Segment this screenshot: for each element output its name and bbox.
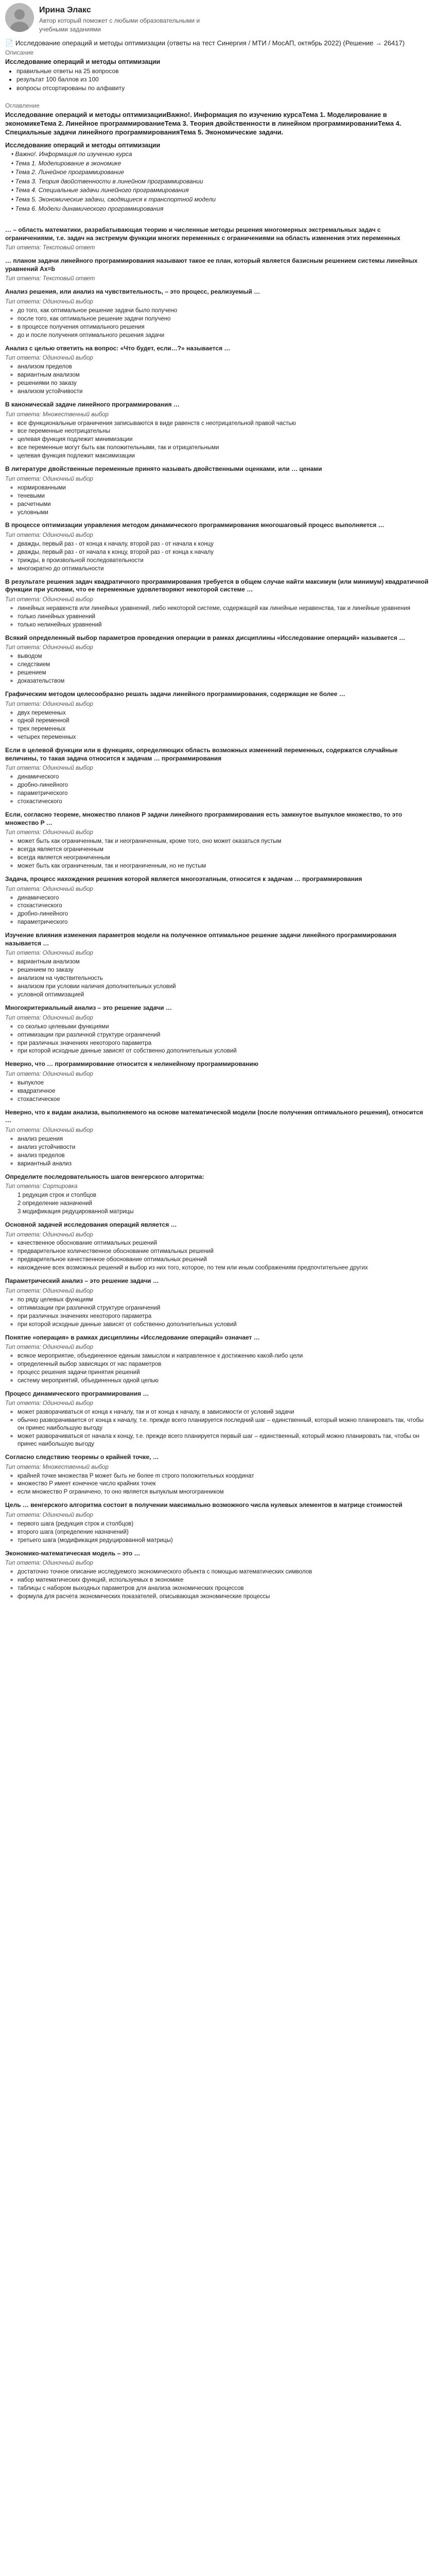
question-block <box>5 1390 431 1448</box>
answer-options <box>5 958 431 999</box>
question-type: Тип ответа: Одиночный выбор <box>5 1344 93 1351</box>
answer-option[interactable]: ◦ только линейных уравнений <box>18 613 431 621</box>
question-type: Тип ответа: Одиночный выбор <box>5 829 93 836</box>
toc-item[interactable]: • Тема 6. Модели динамического программирования <box>11 205 431 213</box>
answer-option[interactable]: ◦ анализом пределов <box>18 363 431 371</box>
question-block <box>5 578 431 629</box>
question-text: Изучение влияния изменения параметров модели на полученное оптимальное решение задачи линейного программирования называется … <box>5 931 397 947</box>
question-text: Если в целевой функции или в функциях, определяющих область возможных изменений переменных, содержатся случайные величины, то такая задача относится к задачам … программирования <box>5 747 398 762</box>
toc-label: Оглавление <box>5 101 40 109</box>
answer-option[interactable]: ◦ формула для расчета экономических показателей, описывающая экономические процессы <box>18 1593 431 1601</box>
answer-option[interactable]: ◦ доказательством <box>18 677 431 685</box>
answer-options <box>5 1240 431 1272</box>
answer-option[interactable]: ◦ до и после получения оптимального решения задачи <box>18 332 431 340</box>
answer-option[interactable]: ◦ трижды, в произвольной последовательности <box>18 557 431 565</box>
question-block <box>5 634 431 685</box>
answer-option[interactable]: ◦ при различных значениях некоторого параметра <box>18 1040 431 1047</box>
answer-option[interactable]: ◦ определенный выбор зависящих от нас параметров <box>18 1361 431 1368</box>
question-type: Тип ответа: Одиночный выбор <box>5 645 93 651</box>
answer-option[interactable]: ◦ достаточно точное описание исследуемого экономического объекта с помощью математических символов <box>18 1568 431 1576</box>
answer-option[interactable]: ◦ теневыми <box>18 493 431 500</box>
answer-option[interactable]: ◦ анализ пределов <box>18 1152 431 1160</box>
answer-option[interactable]: ◦ динамического <box>18 894 431 902</box>
answer-option[interactable]: ◦ целевая функция подлежит максимизации <box>18 452 431 460</box>
question-type: Тип ответа: Одиночный выбор <box>5 1127 93 1133</box>
question-block <box>5 690 431 741</box>
answer-option[interactable]: ◦ всегда является неограниченным <box>18 854 431 862</box>
question-type: Тип ответа: Одиночный выбор <box>5 596 93 603</box>
question-text: … – область математики, разрабатывающая теорию и численные методы решения многомерных экстремальных задач с ограничениями, т.е. задач на экстремум функции многих переменных с ограничениями на область изменения этих переменных <box>5 226 400 242</box>
question-text: В процессе оптимизации управления методом динамического программирования многошаговый процесс выполняется … <box>5 521 385 529</box>
answer-option[interactable]: ◦ анализом устойчивости <box>18 388 431 396</box>
answer-option[interactable]: ◦ выпуклое <box>18 1079 431 1087</box>
question-type: Тип ответа: Одиночный выбор <box>5 1014 93 1021</box>
toc-heading: Исследование операций и методы оптимизацииВажно!. Информация по изучению курсаТема 1. Моделирование в экономикеТема 2. Линейное программированиеТема 3. Теория двойственности в линейном программированииТема 4. Специальные задачи линейного программированияТема 5. Экономические задачи. <box>5 111 402 136</box>
question-block <box>5 1173 431 1216</box>
question-text: Параметрический анализ – это решение задачи … <box>5 1277 159 1285</box>
answer-option[interactable]: ◦ стохастическое <box>18 1096 431 1104</box>
answer-option[interactable]: ◦ двух переменных <box>18 709 431 717</box>
description-item: • правильные ответы на 25 вопросов <box>16 67 431 76</box>
toc-item[interactable]: • Тема 5. Экономические задачи, сводящиеся к транспортной модели <box>11 196 431 204</box>
question-text: Неверно, что … программирование относится к нелинейному программированию <box>5 1060 258 1068</box>
answer-option[interactable]: ◦ при которой исходные данные зависят от собственно дополнительных условий <box>18 1321 431 1329</box>
answer-option[interactable]: ◦ систему мероприятий, объединенных одной целью <box>18 1377 431 1385</box>
author-info <box>39 3 200 34</box>
answer-option[interactable]: ◦ дважды, первый раз - от конца к началу, второй раз - от начала к концу <box>18 540 431 548</box>
question-text: Задача, процесс нахождения решения которой является многоэтапным, относится к задачам … программирования <box>5 875 362 883</box>
question-text: Процесс динамического программирования … <box>5 1389 149 1397</box>
question-type: Тип ответа: Одиночный выбор <box>5 1071 93 1077</box>
answer-option[interactable]: ◦ вариантным анализом <box>18 958 431 966</box>
description-item: • вопросы отсортированы по алфавиту <box>16 84 431 93</box>
answer-option[interactable]: ◦ дважды, первый раз - от начала к концу, второй раз - от конца к началу <box>18 549 431 556</box>
answer-options <box>5 307 431 340</box>
answer-option[interactable]: ◦ крайней точке множества P может быть не более m строго положительных координат <box>18 1472 431 1480</box>
answer-option[interactable]: ◦ дробно-линейного <box>18 910 431 918</box>
answer-options <box>5 1568 431 1601</box>
answer-option[interactable]: ◦ предварительное качественное обоснование оптимальных решений <box>18 1256 431 1264</box>
answer-option[interactable]: ◦ всегда является ограниченным <box>18 846 431 854</box>
question-type: Тип ответа: Одиночный выбор <box>5 701 93 707</box>
question-text: В каноническай задаче линейного программирования … <box>5 400 180 408</box>
question-text: Всякий определенный выбор параметров проведения операции в рамках дисциплины «Исследование операций» называется … <box>5 634 406 641</box>
answer-option[interactable]: ◦ со сколько целевыми функциями <box>18 1023 431 1031</box>
author-name[interactable]: Ирина Элакс <box>39 6 91 14</box>
question-block <box>5 465 431 516</box>
question-text: Анализ с целью ответить на вопрос: «Что будет, если…?» называется … <box>5 344 231 352</box>
answer-option[interactable]: ◦ процесс решения задачи принятия решений <box>18 1369 431 1377</box>
toc-item[interactable]: • Тема 4. Специальные задачи линейного программирования <box>11 187 431 195</box>
answer-option[interactable]: ◦ набор математических функций, используемых в экономике <box>18 1577 431 1584</box>
question-type: Тип ответа: Одиночный выбор <box>5 950 93 957</box>
question-type: Тип ответа: Одиночный выбор <box>5 1231 93 1238</box>
question-block <box>5 1060 431 1103</box>
answer-options <box>5 1520 431 1545</box>
answer-option[interactable]: ◦ линейных неравенств или линейных уравнений, либо некоторой системе, содержащей как линейные неравенства, так и линейные уравнения <box>18 605 431 613</box>
question-type: Тип ответа: Одиночный выбор <box>5 1400 93 1407</box>
question-type: Тип ответа: Множественный выбор <box>5 411 109 418</box>
question-text: Графическим методом целесообразно решать задачи линейного программирования, содержащие не более … <box>5 690 345 698</box>
question-block <box>5 1550 431 1601</box>
answer-option[interactable]: ◦ может разворачиваться от конца к началу, так и от конца к началу, в зависимости от условий задачи <box>18 1409 431 1416</box>
answer-option[interactable]: ◦ целевая функция подлежит минимизации <box>18 436 431 444</box>
answer-option[interactable]: ◦ в процессе получения оптимального решения <box>18 324 431 331</box>
author-tagline-line-2: учебными заданиями <box>39 26 101 33</box>
answer-option[interactable]: ◦ может быть как ограниченным, так и неограниченным, но не пустым <box>18 862 431 870</box>
answer-option[interactable]: ◦ до того, как оптимальное решение задачи было получено <box>18 307 431 315</box>
question-block <box>5 931 431 999</box>
question-block <box>5 1221 431 1272</box>
question-block <box>5 1109 431 1168</box>
answer-option[interactable]: ◦ расчетными <box>18 501 431 509</box>
document-title-text: Исследование операций и методы оптимизации (ответы на тест Синергия / МТИ / МосАП, октябрь 2022) (Решение → 26417) <box>15 39 405 47</box>
answer-options <box>5 773 431 806</box>
question-block <box>5 226 431 252</box>
question-text: Если, согласно теореме, множество планов P задачи линейного программирования есть замкнутое выпуклое множество, то это множество P … <box>5 811 403 826</box>
description-item: • результат 100 баллов из 100 <box>16 76 431 84</box>
description-label: Описание <box>5 48 34 56</box>
question-type: Тип ответа: Одиночный выбор <box>5 299 93 306</box>
answer-option[interactable]: ◦ вариантным анализом <box>18 371 431 379</box>
answer-option[interactable]: ◦ нахождение всех возможных решений и выбор из них того, которое, по тем или иным соображениям предпочтительнее других <box>18 1264 431 1272</box>
answer-option[interactable]: 1 редукция строк и столбцов <box>18 1192 96 1199</box>
toc-list <box>5 150 431 213</box>
answer-option[interactable]: ◦ решением по заказу <box>18 967 431 974</box>
question-type: Тип ответа: Одиночный выбор <box>5 1287 93 1294</box>
question-type: Тип ответа: Текстовый ответ <box>5 276 95 282</box>
question-block <box>5 288 431 339</box>
answer-option[interactable]: ◦ предварительное количественное обоснование оптимальных решений <box>18 1248 431 1256</box>
answer-option[interactable]: ◦ только нелинейных уравнений <box>18 621 431 629</box>
answer-options <box>5 420 431 461</box>
answer-options <box>5 1352 431 1385</box>
toc-item[interactable]: • Важно!. Информация по изучению курса <box>11 150 431 159</box>
question-block <box>5 1501 431 1544</box>
answer-options <box>5 894 431 927</box>
answer-options <box>5 653 431 685</box>
question-block <box>5 747 431 806</box>
answer-option[interactable]: ◦ следствием <box>18 661 431 669</box>
question-text: Понятие «операция» в рамках дисциплины «Исследование операций» означает … <box>5 1333 260 1341</box>
answer-options <box>5 605 431 629</box>
document-title <box>5 39 431 48</box>
author-tagline-line-1: Автор который поможет с любыми образовательными и <box>39 16 200 24</box>
answer-options <box>5 1079 431 1104</box>
answer-option[interactable]: ◦ стохастического <box>18 798 431 806</box>
answer-option[interactable]: ◦ многократно до оптимальности <box>18 565 431 573</box>
answer-option[interactable]: ◦ выводом <box>18 653 431 660</box>
answer-options <box>5 709 431 742</box>
answer-option[interactable]: ◦ условными <box>18 509 431 517</box>
toc-item[interactable]: • Тема 2. Линейное программирование <box>11 168 431 177</box>
question-text: Неверно, что к видам анализа, выполняемого на основе математической модели (после получения оптимального решения), относится … <box>5 1108 423 1124</box>
answer-option[interactable]: ◦ решением <box>18 669 431 677</box>
answer-options <box>5 1192 431 1216</box>
answer-options <box>5 1472 431 1497</box>
answer-option[interactable]: ◦ четырех переменных <box>18 734 431 741</box>
answer-option[interactable]: ◦ параметрического <box>18 790 431 798</box>
answer-option[interactable]: ◦ при различных значениях некоторого параметра <box>18 1313 431 1320</box>
question-block <box>5 1277 431 1328</box>
question-type: Тип ответа: Одиночный выбор <box>5 886 93 892</box>
answer-options <box>5 1296 431 1329</box>
answer-option[interactable]: ◦ второго шага (определение назначений) <box>18 1529 431 1536</box>
answer-option[interactable]: ◦ решениями по заказу <box>18 380 431 387</box>
question-block <box>5 875 431 926</box>
toc-sub-heading: Исследование операций и методы оптимизации <box>5 141 161 149</box>
question-text: Многокритериальный анализ – это решение задачи … <box>5 1004 172 1012</box>
answer-options <box>5 540 431 573</box>
question-type: Тип ответа: Одиночный выбор <box>5 532 93 539</box>
question-text: В результате решения задач квадратичного программирования требуется в общем случае найти максимум (или минимум) квадратичной функции при условии, что ее переменные удовлетворяют некоторой системе … <box>5 578 429 594</box>
answer-option[interactable]: ◦ анализом при условии наличия дополнительных условий <box>18 983 431 991</box>
author-header <box>5 0 431 38</box>
answer-option[interactable]: ◦ всякое мероприятие, объединенное единым замыслом и направленное к достижению какой-либо цели <box>18 1352 431 1360</box>
answer-option[interactable]: ◦ параметрического <box>18 919 431 926</box>
question-block <box>5 1334 431 1385</box>
answer-option[interactable]: ◦ качественное обоснование оптимальных решений <box>18 1240 431 1247</box>
answer-option[interactable]: ◦ множество P имеет конечное число крайних точек <box>18 1480 431 1488</box>
question-type: Тип ответа: Одиночный выбор <box>5 476 93 482</box>
question-type: Тип ответа: Одиночный выбор <box>5 1512 93 1518</box>
answer-option[interactable]: ◦ после того, как оптимальное решение задачи получено <box>18 315 431 323</box>
answer-option[interactable]: ◦ квадратичное <box>18 1088 431 1095</box>
answer-option[interactable]: ◦ трех переменных <box>18 725 431 733</box>
answer-option[interactable]: ◦ нормированными <box>18 484 431 492</box>
answer-option[interactable]: ◦ обычно разворачивается от конца к началу, т.е. прежде всего планируется последний шаг – единственный, который можно планировать так, чтобы он принес наибольшую выгоду <box>18 1417 431 1432</box>
answer-option[interactable]: ◦ все функциональные ограничения записываются в виде равенств с неотрицательной правой частью <box>18 420 431 428</box>
answer-options <box>5 363 431 396</box>
answer-options <box>5 484 431 517</box>
question-text: Экономико-математическая модель – это … <box>5 1549 141 1557</box>
answer-option[interactable]: ◦ может быть как ограниченным, так и неограниченным, кроме того, оно может оказаться пустым <box>18 838 431 845</box>
answer-option[interactable]: ◦ одной переменной <box>18 717 431 725</box>
question-block <box>5 1004 431 1055</box>
answer-options <box>5 1023 431 1056</box>
answer-option[interactable]: ◦ стохастического <box>18 902 431 910</box>
description-list <box>5 67 431 93</box>
toc-item[interactable]: • Тема 1. Моделирование в экономике <box>11 160 431 168</box>
question-text: В литературе двойственные переменные принято называть двойственными оценками, или … ценами <box>5 465 322 473</box>
answer-option[interactable]: ◦ по ряду целевых функциям <box>18 1296 431 1304</box>
question-block <box>5 521 431 572</box>
answer-option[interactable]: ◦ если множество P ограничено, то оно является выпуклым многогранником <box>18 1488 431 1496</box>
question-text: Определите последовательность шагов венгерского алгоритма: <box>5 1173 204 1180</box>
question-type: Тип ответа: Одиночный выбор <box>5 765 93 772</box>
user-silhouette-icon <box>5 3 34 32</box>
question-type: Тип ответа: Сортировка <box>5 1183 78 1190</box>
question-block <box>5 257 431 283</box>
question-text: Цель … венгерского алгоритма состоит в получении максимально возможного числа нулевых элементов в матрице стоимостей <box>5 1501 403 1509</box>
document-icon: 📄 <box>5 39 14 47</box>
answer-options <box>5 1136 431 1168</box>
answer-options <box>5 838 431 870</box>
question-type: Тип ответа: Одиночный выбор <box>5 355 93 362</box>
questions-list <box>5 226 431 1601</box>
answer-option[interactable]: ◦ третьего шага (модификация редуцированной матрицы) <box>18 1537 431 1545</box>
answer-option[interactable]: 2 определение назначений <box>18 1200 92 1207</box>
question-block <box>5 1453 431 1496</box>
answer-option[interactable]: ◦ вариантный анализ <box>18 1160 431 1168</box>
toc-item[interactable]: • Тема 3. Теория двойственности в линейном программировании <box>11 178 431 186</box>
answer-option[interactable]: ◦ анализ устойчивости <box>18 1144 431 1151</box>
question-text: Основной задачей исследования операций является … <box>5 1221 177 1228</box>
description-heading: Исследование операций и методы оптимизации <box>5 58 161 66</box>
answer-option[interactable]: ◦ первого шага (редукция строк и столбцов) <box>18 1520 431 1528</box>
question-type: Тип ответа: Множественный выбор <box>5 1464 109 1470</box>
answer-option[interactable]: 3 модификация редуцированной матрицы <box>18 1209 134 1215</box>
answer-option[interactable]: ◦ дробно-линейного <box>18 782 431 789</box>
question-type: Тип ответа: Текстовый ответ <box>5 245 95 251</box>
question-text: Согласно следствию теоремы о крайней точке, … <box>5 1453 159 1461</box>
answer-option[interactable]: ◦ анализ решения <box>18 1136 431 1143</box>
answer-option[interactable]: ◦ оптимизации при различной структуре ограничений <box>18 1304 431 1312</box>
question-block <box>5 811 431 870</box>
answer-option[interactable]: ◦ при которой исходные данные зависят от собственно дополнительных условий <box>18 1047 431 1055</box>
answer-option[interactable]: ◦ все переменные неотрицательны <box>18 428 431 435</box>
question-type: Тип ответа: Одиночный выбор <box>5 1560 93 1567</box>
answer-option[interactable]: ◦ оптимизации при различной структуре ограничений <box>18 1031 431 1039</box>
answer-option[interactable]: ◦ условной оптимизацией <box>18 991 431 999</box>
question-text: Анализ решения, или анализ на чувствительность, – это процесс, реализуемый … <box>5 288 260 296</box>
answer-option[interactable]: ◦ может разворачиваться от начала к концу, т.е. прежде всего планируется первый шаг – единственный, который можно планировать так, чтобы он принес наибольшую выгоду <box>18 1433 431 1448</box>
question-block <box>5 401 431 460</box>
question-text: … планом задачи линейного программирования называют такое ее план, который является базисным решением системы линейных уравнений Ax=b <box>5 257 418 273</box>
answer-option[interactable]: ◦ таблицы с набором выходных параметров для анализа экономических процессов <box>18 1585 431 1592</box>
answer-option[interactable]: ◦ все переменные могут быть как положительными, так и отрицательными <box>18 444 431 452</box>
question-block <box>5 345 431 396</box>
answer-options <box>5 1409 431 1448</box>
answer-option[interactable]: ◦ динамического <box>18 773 431 781</box>
avatar[interactable] <box>5 3 34 32</box>
answer-option[interactable]: ◦ анализом на чувствительность <box>18 975 431 982</box>
